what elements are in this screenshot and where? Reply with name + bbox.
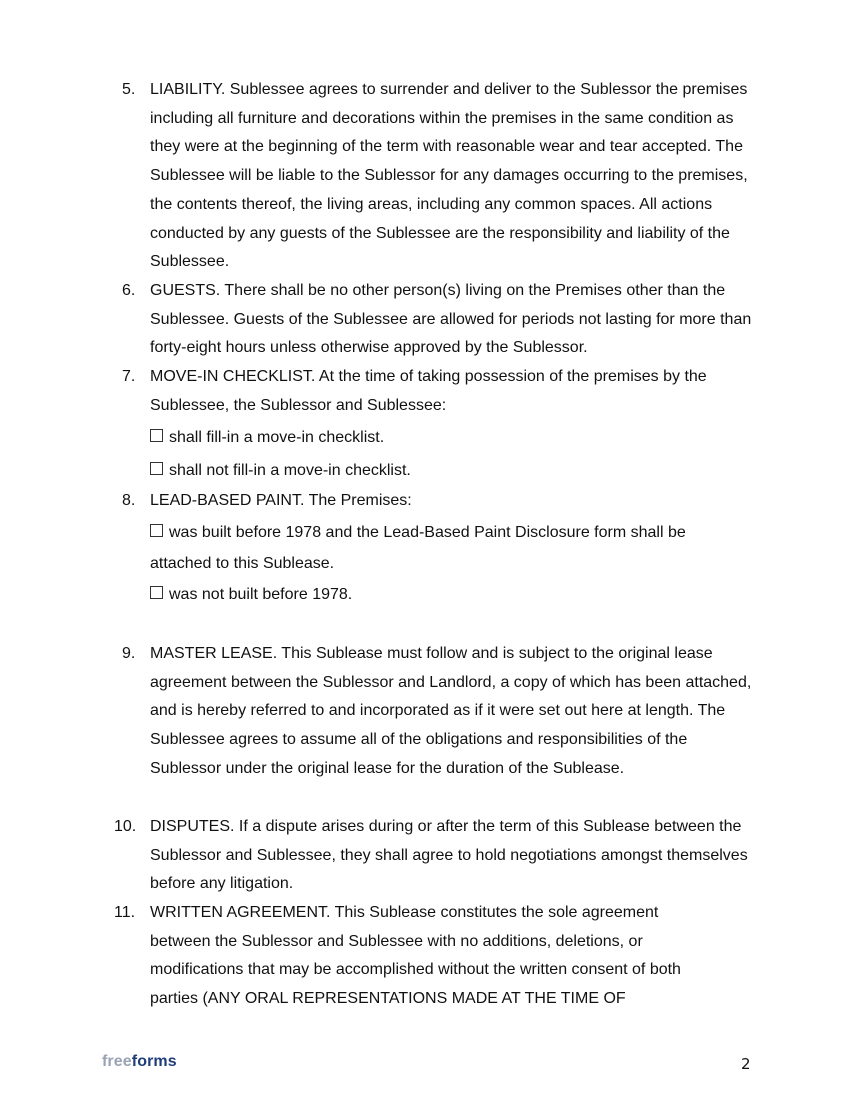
checkbox-option[interactable] (150, 517, 725, 579)
logo-forms-text: forms (131, 1053, 177, 1070)
clause-number: 6. (122, 282, 136, 299)
checkbox-icon[interactable] (150, 586, 163, 599)
checkbox-icon[interactable] (150, 462, 163, 475)
clause-number: 7. (122, 368, 136, 385)
checkbox-icon[interactable] (150, 429, 163, 442)
clause-text: LEAD-BASED PAINT. The Premises: (150, 492, 412, 509)
clause-text: GUESTS. There shall be no other person(s) living on the Premises other than the Sublessee. Guests of the Sublessee are allowed for periods not lasting for more than forty-eight hours unless otherwise approved by the Sublessor. (150, 282, 752, 357)
checkbox-option[interactable] (150, 455, 750, 486)
clause-text: DISPUTES. If a dispute arises during or after the term of this Sublease between the Sublessor and Sublessee, they shall agree to hold negotiations amongst themselves before any litigation. (150, 818, 748, 893)
clause-number: 9. (122, 645, 136, 662)
clause-text: MOVE-IN CHECKLIST. At the time of taking possession of the premises by the Sublessee, the Sublessor and Sublessee: (150, 368, 707, 414)
clause-number: 8. (122, 492, 136, 509)
clause-text: MASTER LEASE. This Sublease must follow and is subject to the original lease agreement between the Sublessor and Landlord, a copy of which has been attached, and is hereby referred to and incorporated as if it were set out here at length. The Sublessee agrees to assume all of the obligations and responsibilities of the Sublessor under the original lease for the duration of the Sublease. (150, 645, 752, 777)
clause-number: 11. (114, 904, 136, 921)
checkbox-icon[interactable] (150, 524, 163, 537)
page-number: 2 (741, 1055, 751, 1073)
option-label: shall fill-in a move-in checklist. (169, 429, 385, 446)
clause-number: 10. (114, 818, 137, 835)
option-label: shall not fill-in a move-in checklist. (169, 462, 411, 479)
option-label: was not built before 1978. (169, 586, 353, 603)
checkbox-option[interactable] (150, 422, 750, 453)
clause-number: 5. (122, 81, 136, 98)
logo-free-text: free (102, 1053, 132, 1070)
clause-text: LIABILITY. Sublessee agrees to surrender and deliver to the Sublessor the premises including all furniture and decorations within the premises in the same condition as they were at the beginning of the term with reasonable wear and tear accepted. The Sublessee will be liable to the Sublessor for any damages occurring to the premises, the contents thereof, the living areas, including any common spaces. All actions conducted by any guests of the Sublessee are the responsibility and liability of the Sublessee. (150, 81, 748, 271)
freeforms-logo (102, 1053, 177, 1071)
option-label: was built before 1978 and the Lead-Based Paint Disclosure form shall be attached to this Sublease. (150, 524, 686, 572)
clause-text: WRITTEN AGREEMENT. This Sublease constitutes the sole agreement between the Sublessor and Sublessee with no additions, deletions, or modifications that may be accomplished without the written consent of both parties (ANY ORAL REPRESENTATIONS MADE AT THE TIME OF (150, 904, 681, 1008)
checkbox-option[interactable] (150, 579, 750, 610)
